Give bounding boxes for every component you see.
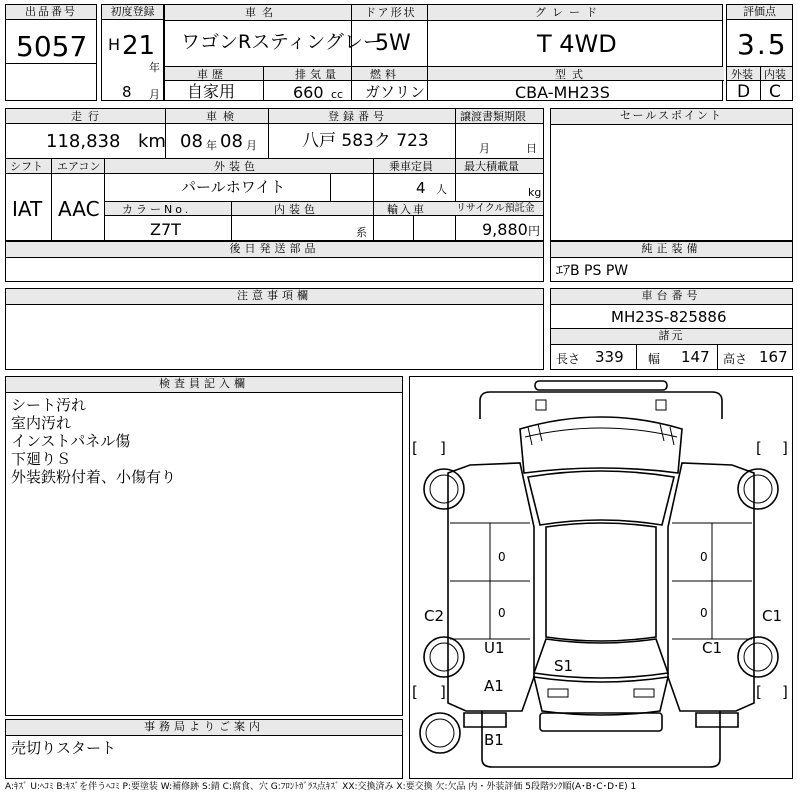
- chassis-label: 車台番号: [551, 289, 792, 305]
- import-label: 輸入車: [387, 203, 426, 216]
- recycle-label: リサイクル預託金: [456, 203, 535, 214]
- color-number: Z7T: [150, 220, 181, 239]
- interior-label: 内装: [764, 68, 786, 81]
- car-name: ワゴンRスティングレー: [181, 31, 382, 53]
- bracket-rl: [: [412, 683, 418, 701]
- history-label: 車歴: [197, 68, 227, 81]
- mileage-label: 走行: [71, 110, 105, 123]
- year-unit: 年: [149, 61, 160, 74]
- height: 167: [759, 348, 788, 366]
- aircon: AAC: [58, 197, 100, 221]
- vehicle-info-box: [164, 4, 723, 101]
- recycle-unit: 円: [528, 224, 541, 238]
- transfer-docs-label: 譲渡書類期限: [460, 110, 526, 123]
- height-label: 高さ: [723, 352, 748, 366]
- lot-number-label: 出品番号: [6, 5, 96, 20]
- registration-number: 八戸 583ク 723: [302, 131, 429, 151]
- svg-text:0: 0: [700, 550, 708, 564]
- vehicle-history: 自家用: [187, 82, 236, 101]
- car-damage-diagram: [409, 376, 793, 779]
- exterior-color-label: 外装色: [214, 160, 259, 173]
- grade-label: グレード: [535, 6, 603, 19]
- sales-point-label: セールスポイント: [551, 109, 792, 125]
- svg-text:0: 0: [700, 606, 708, 620]
- capacity-unit: 人: [436, 183, 447, 196]
- interior-grade: C: [769, 82, 781, 102]
- mark-u1: U1: [484, 639, 505, 657]
- mark-c1-body: C1: [702, 639, 723, 657]
- mark-a1: A1: [484, 677, 504, 695]
- aircon-label: エアコン: [57, 160, 101, 173]
- svg-text:]: ]: [782, 683, 788, 701]
- displacement: 660: [293, 83, 324, 102]
- chassis-box: [550, 288, 793, 370]
- door-label: ドア形状: [365, 6, 417, 19]
- office-notes: 売切りスタート: [11, 739, 117, 757]
- bracket-rr: [: [756, 683, 762, 701]
- recycle-fee: 9,880: [482, 220, 528, 239]
- inspection-year: 08: [180, 131, 203, 152]
- width-label: 幅: [648, 352, 661, 366]
- capacity-label: 乗車定員: [389, 160, 433, 173]
- max-load-unit: kg: [528, 186, 542, 199]
- exterior-label: 外装: [731, 68, 753, 81]
- svg-text:0: 0: [498, 550, 506, 564]
- mark-c2: C2: [424, 607, 445, 625]
- first-registration-box: [101, 4, 164, 101]
- dimensions-label: 諸元: [551, 328, 792, 345]
- width: 147: [681, 348, 710, 366]
- transfer-day: 日: [526, 142, 537, 155]
- transfer-month: 月: [479, 142, 490, 155]
- sales-point-box: [550, 108, 793, 241]
- later-parts-box: [5, 241, 544, 282]
- lot-number: 5057: [16, 30, 88, 63]
- capacity: 4: [416, 179, 426, 197]
- first-reg-year: 21: [122, 31, 156, 61]
- grade: T 4WD: [537, 30, 617, 58]
- max-load-label: 最大積載量: [464, 160, 519, 173]
- length-label: 長さ: [556, 352, 581, 366]
- specs-box: [5, 108, 544, 241]
- inspector-notes: シート汚れ 室内汚れ インストパネル傷 下廻りＳ 外装鉄粉付着、小傷有り: [11, 396, 177, 486]
- first-reg-month: 8: [122, 83, 132, 101]
- shift-label: シフト: [10, 160, 43, 173]
- exterior-grade: D: [737, 82, 751, 102]
- inspection-month-unit: 月: [246, 139, 257, 152]
- svg-text:]: ]: [782, 439, 788, 457]
- car-name-label: 車名: [245, 6, 279, 19]
- mileage-unit: km: [138, 131, 166, 152]
- score-box: [726, 4, 793, 101]
- interior-color-label: 内装色: [274, 203, 319, 216]
- genuine-equipment-box: [550, 241, 793, 282]
- color-number-label: カラーNo.: [122, 203, 192, 216]
- chassis-number: MH23S-825886: [611, 308, 727, 326]
- mark-c1-right: C1: [762, 607, 783, 625]
- caution-box: [5, 288, 544, 370]
- shift: IAT: [12, 197, 43, 221]
- office-notes-box: [5, 719, 403, 779]
- score-label: 評価点: [727, 5, 792, 20]
- svg-text:]: ]: [440, 439, 446, 457]
- era: H: [108, 35, 121, 54]
- genuine-equipment-label: 純正装備: [551, 242, 792, 258]
- displacement-unit: cc: [331, 88, 344, 101]
- exterior-color: パールホワイト: [181, 178, 286, 196]
- door-type: 5W: [375, 31, 411, 56]
- bracket-fl: [: [412, 439, 418, 457]
- bracket-fr: [: [756, 439, 762, 457]
- mark-b1: B1: [484, 731, 504, 749]
- fuel: ガソリン: [365, 83, 426, 101]
- caution-label: 注意事項欄: [6, 289, 543, 305]
- inspection-year-unit: 年: [206, 139, 217, 152]
- mileage: 118,838: [46, 131, 121, 152]
- score: 3.5: [737, 28, 788, 61]
- inspection-label: 車検: [206, 110, 240, 123]
- inspector-notes-label: 検査員記入欄: [6, 377, 402, 393]
- svg-text:]: ]: [440, 683, 446, 701]
- office-notes-label: 事務局よりご案内: [6, 720, 402, 736]
- later-parts-label: 後日発送部品: [6, 242, 543, 258]
- interior-color-unit: 系: [356, 226, 367, 239]
- inspector-notes-box: [5, 376, 403, 716]
- reg-number-label: 登録番号: [328, 110, 388, 123]
- first-registration-label: 初度登録: [102, 5, 163, 20]
- lot-number-box: [5, 4, 97, 101]
- model-label: 型式: [555, 68, 589, 81]
- svg-text:0: 0: [498, 606, 506, 620]
- legend: A:ｷｽﾞ U:ﾍｺﾐ B:ｷｽﾞを伴うﾍｺﾐ P:要塗装 W:補修跡 S:錆 C:腐食、穴 G:ﾌﾛﾝﾄｶﾞﾗｽ点ｷｽﾞ XX:交換済み X:要交換 欠:欠品 内・外装評価 5段階ﾗﾝｸ順(A･B･C･D･E) 1: [5, 782, 637, 792]
- month-unit: 月: [149, 88, 160, 101]
- genuine-equipment: ｴｱB PS PW: [556, 263, 629, 279]
- model-code: CBA-MH23S: [515, 83, 610, 102]
- car-outline-svg: [410, 377, 792, 778]
- fuel-label: 燃料: [370, 68, 400, 81]
- mark-s1: S1: [554, 657, 574, 675]
- displacement-label: 排気量: [295, 68, 340, 81]
- length: 339: [595, 348, 624, 366]
- inspection-month: 08: [220, 131, 243, 152]
